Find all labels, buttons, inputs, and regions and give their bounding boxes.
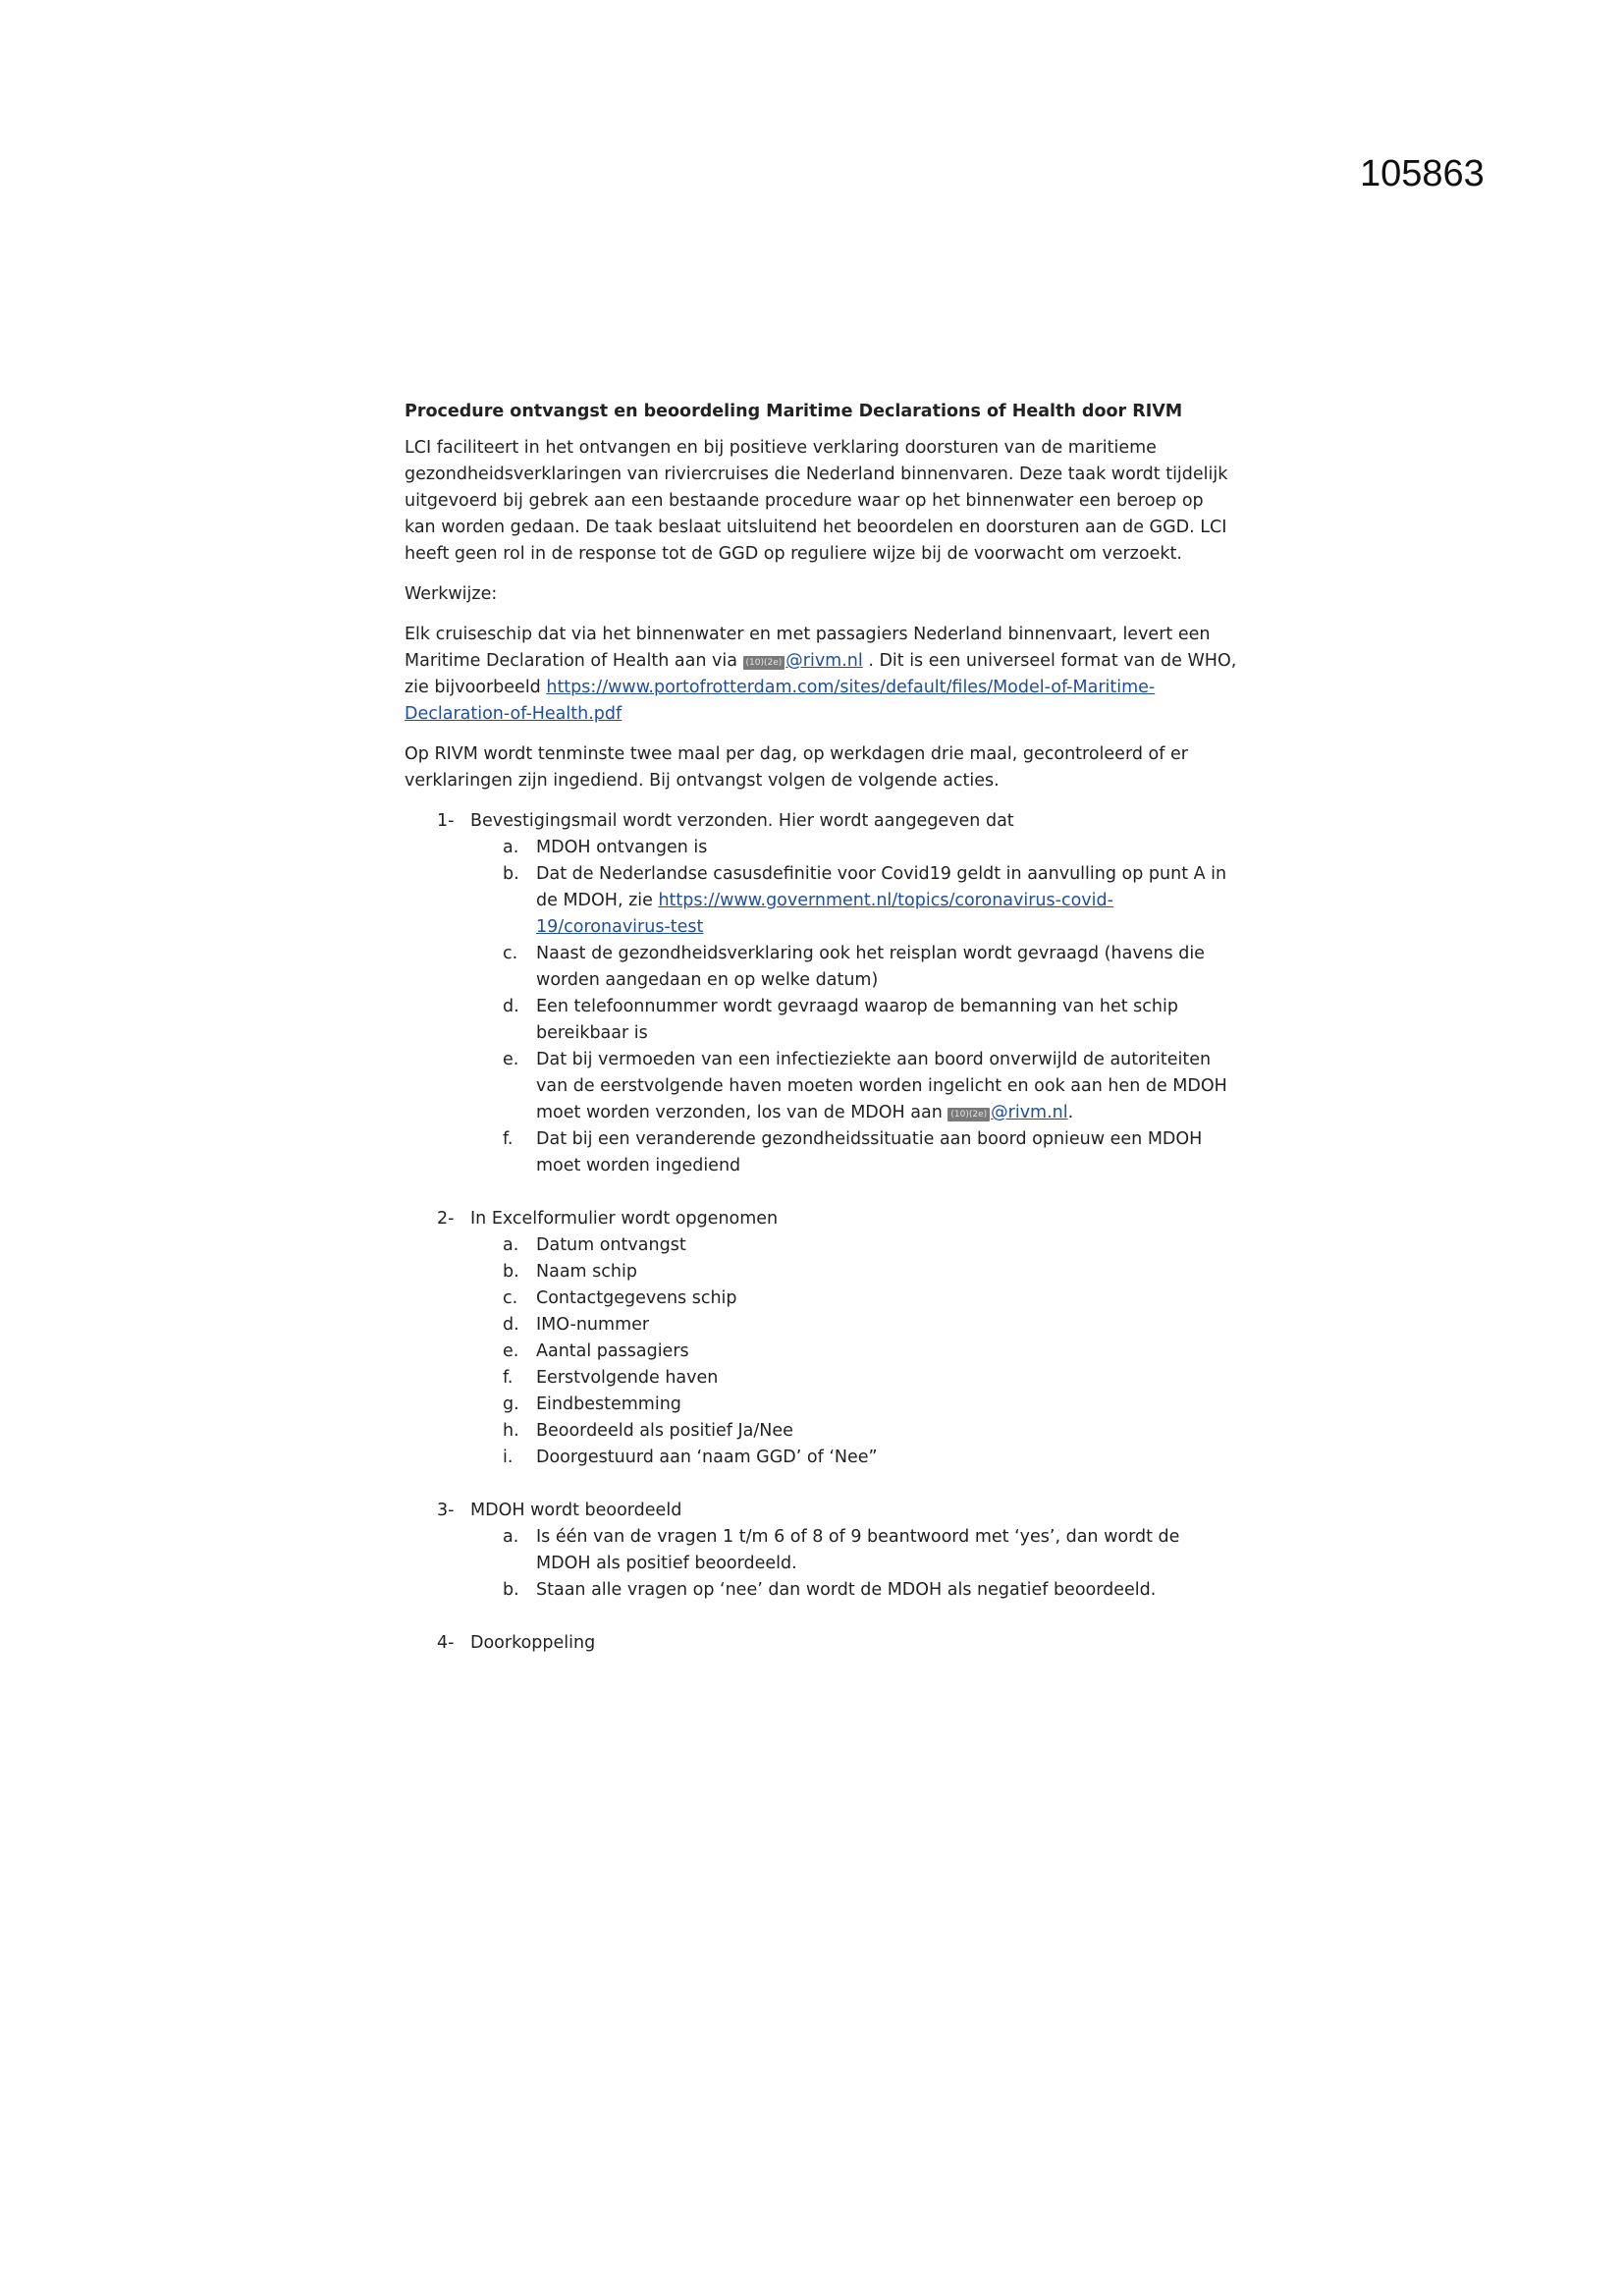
list-item-2	[405, 1206, 1239, 1471]
sub-letter: e.	[503, 1050, 519, 1069]
intro-paragraph: LCI faciliteert in het ontvangen en bij positieve verklaring doorsturen van de maritieme gezondheidsverklaringen van riviercruises die Nederland binnenvaren. Deze taak wordt tijdelijk uitgevoerd bij gebrek aan een bestaande procedure waar op het binnenwater een beroep op kan worden gedaan. De taak beslaat uitsluitend het beoordelen en doorsturen aan de GGD. LCI heeft geen rol in de response tot de GGD op reguliere wijze bij de voorwacht om verzoekt.	[405, 438, 1228, 564]
government-link[interactable]: https://www.government.nl/topics/coronavirus-covid-19/coronavirus-test	[536, 891, 1113, 937]
document-title: Procedure ontvangst en beoordeling Maritime Declarations of Health door RIVM	[405, 402, 1183, 421]
sub-text: MDOH ontvangen is	[536, 838, 708, 857]
email-link[interactable]: @rivm.nl	[785, 651, 863, 671]
sub-text: Aantal passagiers	[536, 1341, 689, 1361]
submission-paragraph	[405, 622, 1239, 728]
sub-letter: f.	[503, 1368, 514, 1388]
sub-item	[470, 1418, 1239, 1445]
list-item-label: Doorkoppeling	[470, 1633, 596, 1653]
sub-item	[470, 861, 1239, 941]
sub-item	[470, 1392, 1239, 1418]
list-number: 1-	[437, 811, 455, 831]
sub-letter: d.	[503, 1315, 519, 1335]
list-item-label: MDOH wordt beoordeeld	[470, 1501, 682, 1520]
mdoh-model-link[interactable]: https://www.portofrotterdam.com/sites/default/files/Model-of-Maritime-Declaration-of-Health.pdf	[405, 678, 1156, 724]
sub-item	[470, 1232, 1239, 1259]
sub-item	[470, 1047, 1239, 1126]
sub-letter: c.	[503, 1288, 518, 1308]
sub-letter: c.	[503, 944, 518, 963]
sub-list	[470, 1524, 1239, 1604]
submission-text-2: . Dit is een universeel format van de WHO, zie bijvoorbeeld	[405, 651, 1237, 697]
sub-letter: b.	[503, 1580, 519, 1600]
sub-item	[470, 1259, 1239, 1285]
sub-item	[470, 1524, 1239, 1577]
sub-letter: b.	[503, 864, 519, 884]
sub-letter: d.	[503, 997, 519, 1016]
document-number: 105863	[1360, 153, 1485, 194]
sub-text: IMO-nummer	[536, 1315, 650, 1335]
sub-text: Is één van de vragen 1 t/m 6 of 8 of 9 beantwoord met ‘yes’, dan wordt de MDOH als positief beoordeeld.	[536, 1527, 1180, 1573]
sub-item	[470, 1445, 1239, 1471]
sub-letter: a.	[503, 1235, 519, 1255]
list-item-4	[405, 1630, 1239, 1657]
sub-text: Eerstvolgende haven	[536, 1368, 719, 1388]
sub-letter: a.	[503, 838, 519, 857]
sub-text: Doorgestuurd aan ‘naam GGD’ of ‘Nee”	[536, 1448, 878, 1467]
email-link[interactable]: @rivm.nl	[991, 1103, 1068, 1122]
redaction-label: (10)(2e)	[743, 656, 785, 670]
list-item-label: Bevestigingsmail wordt verzonden. Hier wordt aangegeven dat	[470, 811, 1014, 831]
sub-item	[470, 1339, 1239, 1365]
document-body	[405, 399, 1239, 1683]
sub-text: Dat bij een veranderende gezondheidssituatie aan boord opnieuw een MDOH moet worden ingediend	[536, 1129, 1203, 1175]
sub-item	[470, 1285, 1239, 1312]
sub-text: Contactgegevens schip	[536, 1288, 737, 1308]
list-number: 2-	[437, 1209, 455, 1229]
sub-letter: g.	[503, 1394, 519, 1414]
sub-item	[470, 1312, 1239, 1339]
sub-text: Beoordeeld als positief Ja/Nee	[536, 1421, 793, 1441]
sub-text: Staan alle vragen op ‘nee’ dan wordt de MDOH als negatief beoordeeld.	[536, 1580, 1157, 1600]
check-paragraph: Op RIVM wordt tenminste twee maal per dag, op werkdagen drie maal, gecontroleerd of er verklaringen zijn ingediend. Bij ontvangst volgen de volgende acties.	[405, 744, 1188, 791]
sub-list	[470, 835, 1239, 1179]
sub-text: Dat de Nederlandse casusdefinitie voor Covid19 geldt in aanvulling op punt A in de MDOH, zie	[536, 864, 1227, 910]
sub-item	[470, 1126, 1239, 1179]
list-number: 4-	[437, 1633, 455, 1653]
sub-item	[470, 994, 1239, 1047]
sub-text: Naam schip	[536, 1262, 637, 1282]
submission-text-1: Elk cruiseschip dat via het binnenwater en met passagiers Nederland binnenvaart, levert een Maritime Declaration of Health aan via	[405, 625, 1211, 671]
sub-letter: i.	[503, 1448, 514, 1467]
list-item-3	[405, 1498, 1239, 1604]
sub-text: Eindbestemming	[536, 1394, 681, 1414]
list-item-label: In Excelformulier wordt opgenomen	[470, 1209, 779, 1229]
sub-item	[470, 941, 1239, 994]
sub-letter: h.	[503, 1421, 519, 1441]
sub-item	[470, 1577, 1239, 1604]
sub-item	[470, 1365, 1239, 1392]
sub-list	[470, 1232, 1239, 1471]
procedure-list	[405, 808, 1239, 1657]
werkwijze-heading: Werkwijze:	[405, 584, 498, 604]
sub-text: Een telefoonnummer wordt gevraagd waarop de bemanning van het schip bereikbaar is	[536, 997, 1178, 1043]
sub-letter: a.	[503, 1527, 519, 1547]
sub-text: Naast de gezondheidsverklaring ook het reisplan wordt gevraagd (havens die worden aangedaan en op welke datum)	[536, 944, 1205, 990]
sub-letter: e.	[503, 1341, 519, 1361]
sub-item	[470, 835, 1239, 861]
sub-text: Dat bij vermoeden van een infectieziekte aan boord onverwijld de autoriteiten van de eerstvolgende haven moeten worden ingelicht en ook aan hen de MDOH moet worden verzonden, los van de MDOH aan	[536, 1050, 1227, 1122]
sub-letter: b.	[503, 1262, 519, 1282]
list-item-1	[405, 808, 1239, 1179]
sub-letter: f.	[503, 1129, 514, 1149]
redaction-label: (10)(2e)	[947, 1108, 990, 1121]
sub-text-end: .	[1067, 1103, 1074, 1122]
list-number: 3-	[437, 1501, 455, 1520]
sub-text: Datum ontvangst	[536, 1235, 686, 1255]
